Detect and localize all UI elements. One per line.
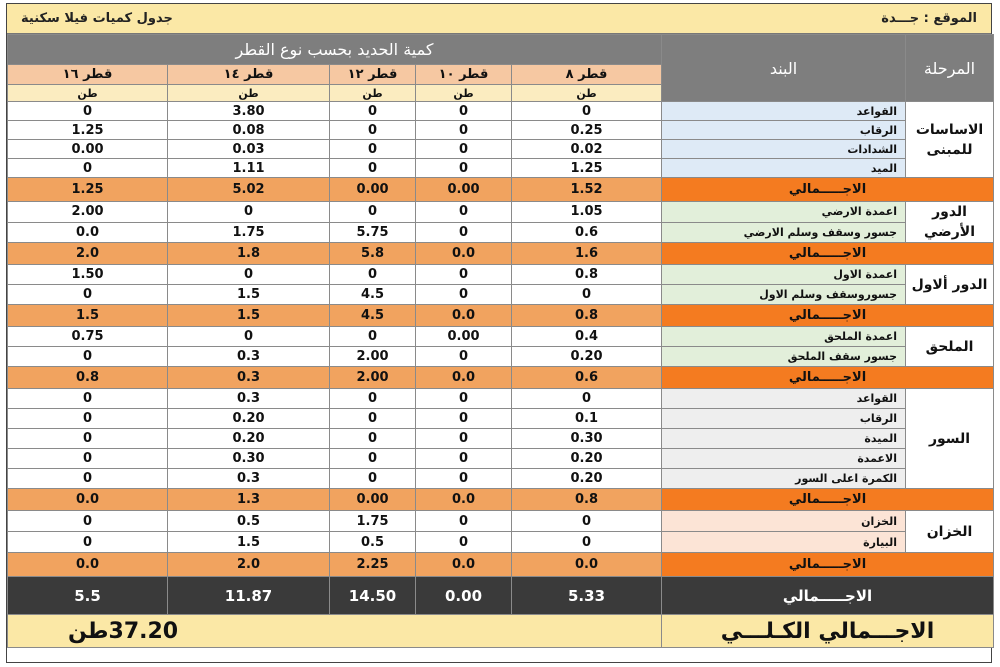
quantity-cell: 0.20 <box>168 429 330 449</box>
subtotal-cell: 0.00 <box>330 489 416 511</box>
quantity-cell: 0 <box>8 449 168 469</box>
title-bar <box>7 4 991 34</box>
subtotal-cell: 5.02 <box>168 178 330 202</box>
subtotal-row <box>8 178 994 202</box>
quantity-cell: 1.50 <box>8 265 168 285</box>
quantity-cell: 0 <box>330 409 416 429</box>
quantity-cell: 1.75 <box>330 511 416 532</box>
subtotal-cell: 0.0 <box>512 553 662 577</box>
grand-total-cell: 5.5 <box>8 577 168 615</box>
quantity-cell: 0.3 <box>168 347 330 367</box>
grand-total-row <box>8 577 994 615</box>
item-cell: القواعد <box>662 102 906 121</box>
quantity-cell: 0 <box>8 102 168 121</box>
subtotal-row <box>8 305 994 327</box>
quantities-sheet <box>6 3 992 663</box>
item-cell: الرقاب <box>662 409 906 429</box>
diameter-header: قطر ٨ <box>512 65 662 85</box>
quantity-cell: 0 <box>8 409 168 429</box>
quantity-cell: 4.5 <box>330 285 416 305</box>
quantity-cell: 0 <box>330 140 416 159</box>
quantity-cell: 0.0 <box>8 222 168 243</box>
table-row <box>8 347 994 367</box>
quantity-cell: 0.5 <box>330 532 416 553</box>
quantity-cell: 0.03 <box>168 140 330 159</box>
quantity-cell: 0.1 <box>512 409 662 429</box>
quantity-cell: 0.00 <box>416 327 512 347</box>
subtotal-row <box>8 243 994 265</box>
quantity-cell: 0 <box>416 469 512 489</box>
quantity-cell: 1.05 <box>512 202 662 223</box>
table-row <box>8 449 994 469</box>
table-row <box>8 121 994 140</box>
final-total-value: 37.20طن <box>8 615 662 648</box>
item-cell: الميدة <box>662 429 906 449</box>
subtotal-cell: 2.0 <box>8 243 168 265</box>
quantity-cell: 0 <box>8 285 168 305</box>
quantity-cell: 0 <box>416 389 512 409</box>
item-cell: الميد <box>662 159 906 178</box>
subtotal-label: الاجـــــمالي <box>662 178 994 202</box>
subtotal-cell: 1.8 <box>168 243 330 265</box>
table-row <box>8 202 994 223</box>
quantity-cell: 0 <box>416 159 512 178</box>
quantity-cell: 0 <box>416 102 512 121</box>
table-row <box>8 469 994 489</box>
quantity-cell: 0 <box>8 159 168 178</box>
item-cell: جسور سقف الملحق <box>662 347 906 367</box>
subtotal-row <box>8 367 994 389</box>
subtotal-cell: 0.00 <box>416 178 512 202</box>
quantity-cell: 0.6 <box>512 222 662 243</box>
quantity-cell: 0 <box>8 347 168 367</box>
quantity-cell: 2.00 <box>8 202 168 223</box>
quantity-cell: 0 <box>330 389 416 409</box>
diameter-header: قطر ١٤ <box>168 65 330 85</box>
quantity-cell: 0 <box>330 159 416 178</box>
item-cell: البيارة <box>662 532 906 553</box>
subtotal-cell: 1.52 <box>512 178 662 202</box>
stage-header: المرحلة <box>906 35 994 102</box>
quantity-cell: 0 <box>330 469 416 489</box>
table-row <box>8 327 994 347</box>
quantity-cell: 1.25 <box>8 121 168 140</box>
quantity-cell: 0 <box>512 389 662 409</box>
quantity-cell: 0 <box>330 449 416 469</box>
diameter-group-header: كمية الحديد بحسب نوع القطر <box>8 35 662 65</box>
quantity-cell: 0 <box>416 285 512 305</box>
quantity-cell: 1.5 <box>168 285 330 305</box>
unit-label: طن <box>416 85 512 102</box>
subtotal-cell: 0.8 <box>512 305 662 327</box>
quantity-cell: 0 <box>416 202 512 223</box>
subtotal-cell: 2.0 <box>168 553 330 577</box>
quantity-cell: 1.11 <box>168 159 330 178</box>
quantity-cell: 2.00 <box>330 347 416 367</box>
subtotal-cell: 1.25 <box>8 178 168 202</box>
quantity-cell: 0 <box>416 347 512 367</box>
stage-cell: الدور الأرضي <box>906 202 994 243</box>
quantity-cell: 0.25 <box>512 121 662 140</box>
quantity-cell: 0 <box>330 102 416 121</box>
quantity-cell: 0 <box>8 532 168 553</box>
quantity-cell: 0 <box>416 222 512 243</box>
subtotal-cell: 0.0 <box>8 553 168 577</box>
quantity-cell: 0.4 <box>512 327 662 347</box>
subtotal-cell: 0.6 <box>512 367 662 389</box>
subtotal-cell: 0.0 <box>416 489 512 511</box>
item-cell: الكمرة اعلى السور <box>662 469 906 489</box>
subtotal-cell: 5.8 <box>330 243 416 265</box>
quantity-cell: 0.20 <box>512 347 662 367</box>
quantity-cell: 0.20 <box>512 449 662 469</box>
item-cell: جسور وسقف وسلم الارضي <box>662 222 906 243</box>
subtotal-cell: 0.0 <box>416 367 512 389</box>
quantity-cell: 1.25 <box>512 159 662 178</box>
item-cell: الرقاب <box>662 121 906 140</box>
quantity-cell: 0 <box>512 285 662 305</box>
quantity-cell: 0 <box>416 429 512 449</box>
subtotal-label: الاجـــــمالي <box>662 243 994 265</box>
table-row <box>8 222 994 243</box>
grand-total-cell: 14.50 <box>330 577 416 615</box>
table-row <box>8 140 994 159</box>
stage-cell: الدور ألاول <box>906 265 994 305</box>
quantity-cell: 0 <box>416 532 512 553</box>
grand-total-cell: 5.33 <box>512 577 662 615</box>
quantity-cell: 0.3 <box>168 469 330 489</box>
quantity-cell: 0 <box>512 511 662 532</box>
subtotal-cell: 1.3 <box>168 489 330 511</box>
grand-total-label: الاجـــــمالي <box>662 577 994 615</box>
unit-label: طن <box>512 85 662 102</box>
diameter-header: قطر ١٢ <box>330 65 416 85</box>
item-cell: الاعمدة <box>662 449 906 469</box>
quantity-cell: 0.3 <box>168 389 330 409</box>
subtotal-cell: 0.0 <box>416 243 512 265</box>
quantity-cell: 3.80 <box>168 102 330 121</box>
subtotal-row <box>8 553 994 577</box>
table-row <box>8 409 994 429</box>
subtotal-label: الاجـــــمالي <box>662 489 994 511</box>
quantity-cell: 0.30 <box>512 429 662 449</box>
quantity-cell: 0.75 <box>8 327 168 347</box>
item-cell: اعمدة الاول <box>662 265 906 285</box>
final-total-label: الاجـــمالي الكـلـــي <box>662 615 994 648</box>
subtotal-cell: 1.6 <box>512 243 662 265</box>
subtotal-cell: 0.8 <box>512 489 662 511</box>
unit-label: طن <box>8 85 168 102</box>
quantity-cell: 0 <box>330 327 416 347</box>
subtotal-cell: 2.25 <box>330 553 416 577</box>
table-row <box>8 159 994 178</box>
subtotal-label: الاجـــــمالي <box>662 367 994 389</box>
table-row <box>8 532 994 553</box>
quantity-cell: 0 <box>416 449 512 469</box>
diameter-header: قطر ١٠ <box>416 65 512 85</box>
table-row <box>8 102 994 121</box>
stage-cell: الملحق <box>906 327 994 367</box>
unit-label: طن <box>330 85 416 102</box>
grand-total-cell: 0.00 <box>416 577 512 615</box>
quantity-cell: 0 <box>330 265 416 285</box>
table-row <box>8 511 994 532</box>
subtotal-cell: 1.5 <box>168 305 330 327</box>
stage-cell: الخزان <box>906 511 994 553</box>
item-cell: الشدادات <box>662 140 906 159</box>
quantity-cell: 0.30 <box>168 449 330 469</box>
sheet-title: جدول كميات فيلا سكنية <box>21 11 173 26</box>
item-header: البند <box>662 35 906 102</box>
table-row <box>8 265 994 285</box>
item-cell: اعمدة الملحق <box>662 327 906 347</box>
subtotal-cell: 0.0 <box>416 305 512 327</box>
quantity-cell: 0.02 <box>512 140 662 159</box>
final-total-row <box>8 615 994 648</box>
quantity-cell: 0 <box>512 102 662 121</box>
quantity-cell: 0 <box>330 429 416 449</box>
quantity-cell: 0.20 <box>512 469 662 489</box>
quantity-cell: 0.20 <box>168 409 330 429</box>
quantity-cell: 0 <box>416 265 512 285</box>
quantity-cell: 0 <box>330 202 416 223</box>
quantity-cell: 1.75 <box>168 222 330 243</box>
quantity-cell: 0 <box>416 511 512 532</box>
quantity-cell: 5.75 <box>330 222 416 243</box>
unit-label: طن <box>168 85 330 102</box>
quantity-cell: 0 <box>416 409 512 429</box>
quantity-cell: 0 <box>168 327 330 347</box>
subtotal-cell: 0.0 <box>8 489 168 511</box>
subtotal-cell: 0.0 <box>416 553 512 577</box>
subtotal-label: الاجـــــمالي <box>662 305 994 327</box>
subtotal-cell: 2.00 <box>330 367 416 389</box>
item-cell: القواعد <box>662 389 906 409</box>
subtotal-cell: 0.8 <box>8 367 168 389</box>
table-row <box>8 389 994 409</box>
stage-cell: الاساسات للمبنى <box>906 102 994 178</box>
table-row <box>8 429 994 449</box>
quantity-cell: 0.8 <box>512 265 662 285</box>
quantity-cell: 0 <box>8 469 168 489</box>
quantity-cell: 0 <box>168 265 330 285</box>
quantity-cell: 0 <box>8 511 168 532</box>
quantity-cell: 0 <box>416 121 512 140</box>
grand-total-cell: 11.87 <box>168 577 330 615</box>
quantity-cell: 0.5 <box>168 511 330 532</box>
diameter-header: قطر ١٦ <box>8 65 168 85</box>
quantity-cell: 0 <box>168 202 330 223</box>
item-cell: الخزان <box>662 511 906 532</box>
quantity-cell: 0.00 <box>8 140 168 159</box>
steel-quantities-table <box>7 34 994 648</box>
quantity-cell: 1.5 <box>168 532 330 553</box>
item-cell: جسوروسقف وسلم الاول <box>662 285 906 305</box>
table-row <box>8 285 994 305</box>
subtotal-cell: 0.00 <box>330 178 416 202</box>
quantity-cell: 0 <box>416 140 512 159</box>
quantity-cell: 0 <box>8 429 168 449</box>
quantity-cell: 0 <box>330 121 416 140</box>
subtotal-label: الاجـــــمالي <box>662 553 994 577</box>
item-cell: اعمدة الارضي <box>662 202 906 223</box>
subtotal-row <box>8 489 994 511</box>
quantity-cell: 0 <box>8 389 168 409</box>
subtotal-cell: 0.3 <box>168 367 330 389</box>
stage-cell: السور <box>906 389 994 489</box>
location-label: الموقع : جـــدة <box>881 11 977 26</box>
quantity-cell: 0 <box>512 532 662 553</box>
subtotal-cell: 1.5 <box>8 305 168 327</box>
subtotal-cell: 4.5 <box>330 305 416 327</box>
quantity-cell: 0.08 <box>168 121 330 140</box>
